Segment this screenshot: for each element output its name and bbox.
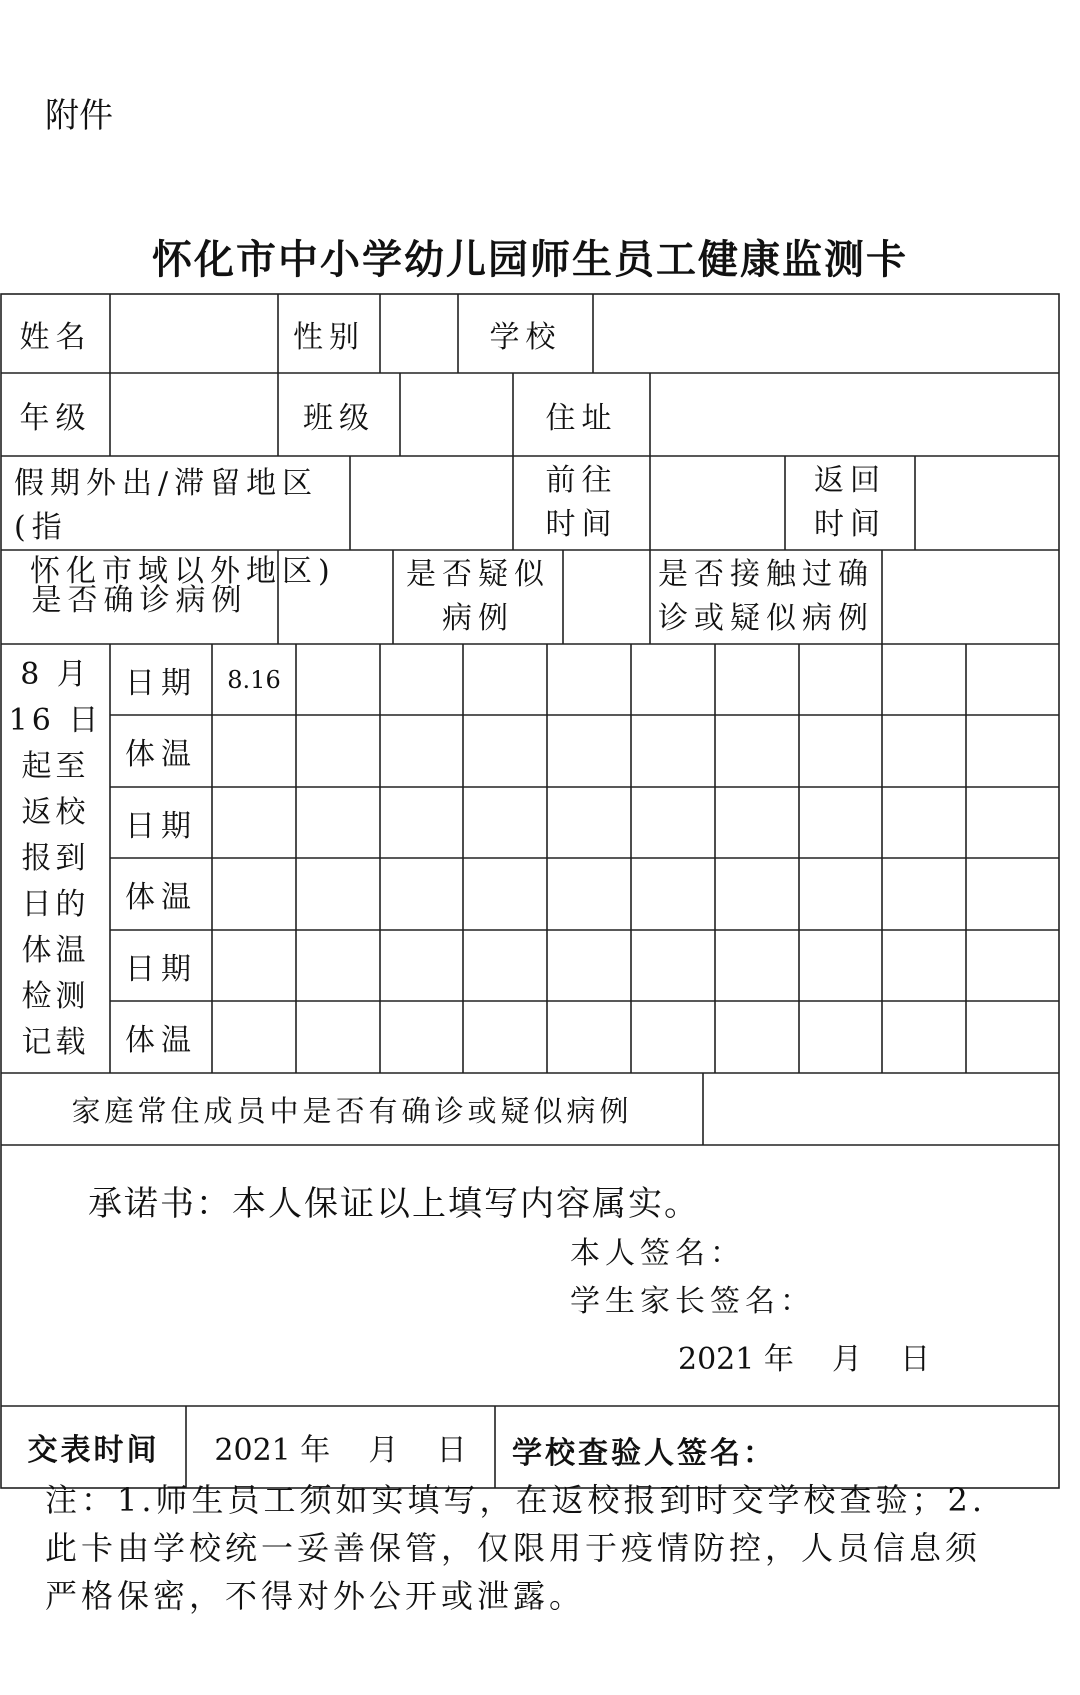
contact-case-label-line2: 诊或疑似病例 xyxy=(658,601,874,636)
parent-signature-label: 学生家长签名： xyxy=(570,1284,815,1319)
side-label-line: 记载 xyxy=(21,1025,90,1060)
date-row-label: 日期 xyxy=(125,951,197,987)
side-label-line: 16 日 xyxy=(8,703,103,738)
return-time-field[interactable] xyxy=(917,458,1057,548)
depart-time-label xyxy=(513,456,650,550)
suspected-case-label-line1: 是否疑似 xyxy=(406,557,550,592)
contact-case-label xyxy=(650,550,882,644)
self-signature-label: 本人签名： xyxy=(570,1236,745,1271)
side-label-line: 报到 xyxy=(21,841,90,876)
depart-time-label-line1: 前往 xyxy=(545,463,618,498)
pledge-date: 2021 年 月 日 xyxy=(678,1342,931,1377)
temp-row-label: 体温 xyxy=(125,1023,197,1058)
confirmed-case-field[interactable] xyxy=(280,552,391,642)
submit-date[interactable]: 2021 年 月 日 xyxy=(214,1433,467,1468)
gender-label: 性别 xyxy=(293,319,365,355)
grade-field[interactable] xyxy=(112,375,276,454)
inspector-signature-label: 学校查验人签名： xyxy=(512,1436,776,1471)
submit-time-label: 交表时间 xyxy=(27,1433,160,1468)
travel-area-label-line2: 怀化市域以外地区) xyxy=(30,554,336,589)
depart-time-label-line2: 时间 xyxy=(545,507,618,542)
travel-area-label-line1: 假期外出/滞留地区(指 xyxy=(14,466,319,545)
side-label-line: 返校 xyxy=(21,795,90,830)
pledge-text: 承诺书：本人保证以上填写内容属实。 xyxy=(88,1184,700,1224)
suspected-case-field[interactable] xyxy=(565,552,648,642)
footnote-line: 此卡由学校统一妥善保管，仅限用于疫情防控，人员信息须 xyxy=(45,1529,982,1567)
side-label-line: 检测 xyxy=(21,979,90,1014)
footnote xyxy=(45,1476,1025,1620)
side-label-line: 日的 xyxy=(21,887,90,922)
suspected-case-label xyxy=(393,550,563,644)
annex-label: 附件 xyxy=(45,96,113,136)
first-date-cell[interactable]: 8.16 xyxy=(227,665,281,694)
return-time-label-line1: 返回 xyxy=(814,463,886,498)
side-label-line: 起至 xyxy=(21,749,90,784)
contact-case-field[interactable] xyxy=(884,552,1057,642)
footnote-line: 严格保密，不得对外公开或泄露。 xyxy=(45,1577,586,1615)
gender-field[interactable] xyxy=(382,296,456,371)
date-row-label: 日期 xyxy=(125,808,197,844)
return-time-label-line2: 时间 xyxy=(814,507,886,542)
family-case-field[interactable] xyxy=(705,1075,1057,1143)
depart-time-field[interactable] xyxy=(652,458,783,548)
class-field[interactable] xyxy=(402,375,511,454)
date-row-label: 日期 xyxy=(125,665,197,701)
address-field[interactable] xyxy=(652,375,1057,454)
family-case-label: 家庭常住成员中是否有确诊或疑似病例 xyxy=(71,1093,633,1128)
confirmed-case-label: 是否确诊病例 xyxy=(31,583,248,618)
travel-area-field[interactable] xyxy=(352,458,511,548)
contact-case-label-line1: 是否接触过确 xyxy=(658,557,874,592)
name-field[interactable] xyxy=(112,296,276,371)
class-label: 班级 xyxy=(303,400,375,436)
temp-row-label: 体温 xyxy=(125,880,197,915)
suspected-case-label-line2: 病例 xyxy=(442,601,514,636)
school-field[interactable] xyxy=(595,296,1057,371)
page-title: 怀化市中小学幼儿园师生员工健康监测卡 xyxy=(152,237,908,283)
footnote-line: 注：1.师生员工须如实填写，在返校报到时交学校查验；2. xyxy=(45,1481,987,1519)
grade-label: 年级 xyxy=(19,400,92,436)
side-label-line: 体温 xyxy=(21,933,90,968)
temperature-record-label xyxy=(1,652,110,1066)
school-label: 学校 xyxy=(489,319,562,355)
side-label-line: 8 月 xyxy=(20,657,91,692)
name-label: 姓名 xyxy=(19,319,92,355)
temp-row-label: 体温 xyxy=(125,737,197,772)
address-label: 住址 xyxy=(545,400,618,436)
return-time-label xyxy=(785,456,915,550)
